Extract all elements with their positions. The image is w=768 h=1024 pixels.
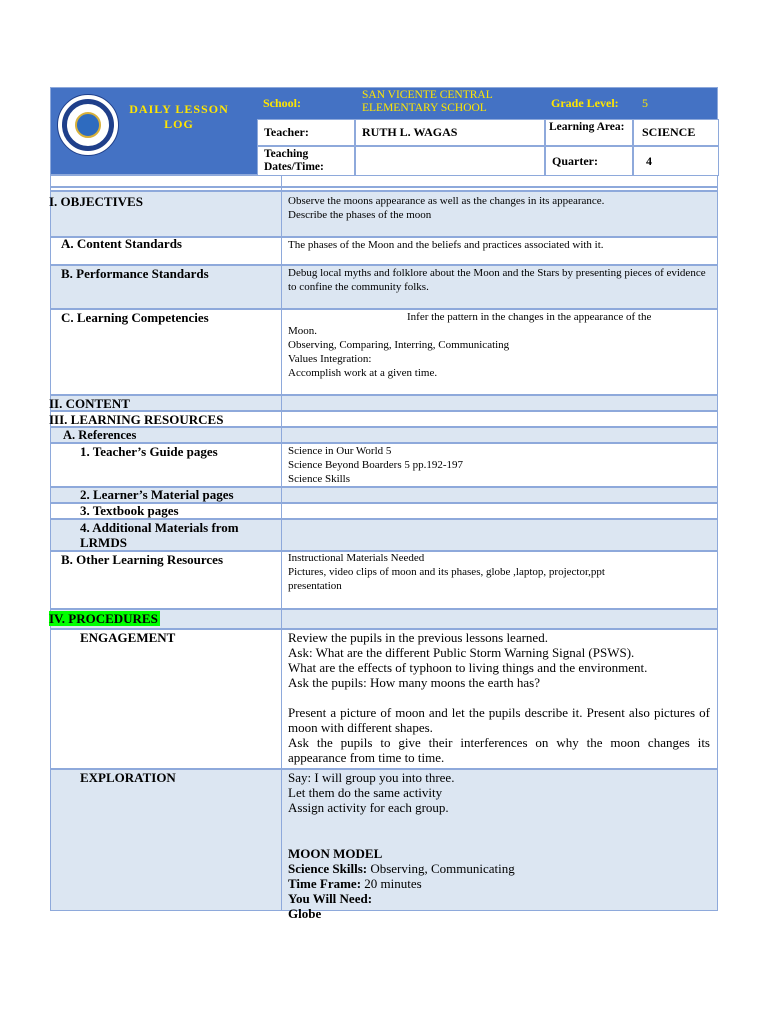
other-resources-row	[50, 551, 718, 609]
competency-line: Observing, Comparing, Interring, Communicating	[288, 339, 510, 351]
additional-materials-label-line: LRMDS	[80, 535, 127, 550]
guide-line: Science Beyond Boarders 5 pp.192-197	[288, 459, 464, 471]
guide-line: Science in Our World 5	[288, 445, 392, 457]
procedures-label: IV. PROCEDURES	[49, 611, 158, 626]
content-standards-text: The phases of the Moon and the beliefs and practices associated with it.	[288, 239, 604, 251]
exploration-text	[288, 770, 711, 921]
references-label: A. References	[63, 428, 137, 442]
teacher-label-cell	[257, 119, 355, 146]
quarter-value-cell	[633, 146, 719, 176]
performance-standards-row	[50, 265, 718, 309]
document-title: DAILY LESSON LOG	[129, 102, 229, 131]
learning-competencies-text	[288, 310, 711, 380]
resource-line: Instructional Materials Needed	[288, 552, 425, 564]
competency-line: Accomplish work at a given time.	[288, 367, 438, 379]
engagement-line: Ask the pupils: How many moons the earth has?	[288, 675, 541, 690]
performance-standards-label: B. Performance Standards	[61, 266, 209, 281]
engagement-line: What are the effects of typhoon to living things and the environment.	[288, 660, 648, 675]
textbook-label: 3. Textbook pages	[80, 503, 179, 518]
learning-resources-label: III. LEARNING RESOURCES	[49, 412, 224, 427]
learning-area-value-cell	[633, 119, 719, 146]
additional-materials-row	[50, 519, 718, 551]
deped-seal-icon	[57, 94, 119, 156]
time-frame-label: Time Frame:	[288, 876, 362, 891]
grade-level-value: 5	[642, 96, 648, 110]
engagement-label: ENGAGEMENT	[80, 630, 176, 645]
school-label: School:	[263, 96, 302, 110]
teacher-value-cell	[355, 119, 545, 146]
learning-area-label: Learning Area:	[549, 121, 625, 133]
time-frame-line	[288, 876, 711, 891]
quarter-value: 4	[646, 154, 652, 168]
science-skills-label: Science Skills:	[288, 861, 368, 876]
exploration-label: EXPLORATION	[80, 770, 176, 785]
competency-line: Values Integration:	[288, 353, 372, 365]
content-standards-row	[50, 237, 718, 265]
references-row	[50, 427, 718, 443]
teachers-guide-text	[288, 444, 711, 486]
learning-resources-row	[50, 411, 718, 427]
content-standards-label: A. Content Standards	[61, 236, 182, 251]
other-resources-label: B. Other Learning Resources	[61, 552, 224, 567]
learning-area-value: SCIENCE	[642, 125, 696, 139]
resource-line: Pictures, video clips of moon and its phases, globe ,laptop, projector,ppt	[288, 566, 605, 578]
competency-line: Moon.	[288, 325, 318, 337]
teaching-dates-label: Teaching Dates/Time:	[264, 148, 324, 173]
competency-line: Infer the pattern in the changes in the appearance of the	[407, 311, 652, 323]
teaching-dates-label-cell	[257, 146, 355, 176]
exploration-row	[50, 769, 718, 921]
science-skills-line	[288, 861, 711, 876]
material-item: Globe	[288, 906, 322, 921]
engagement-paragraph: Present a picture of moon and let the pupils describe it. Present also pictures of moon with different shapes.	[288, 705, 710, 735]
learners-material-row	[50, 487, 718, 503]
teachers-guide-label: 1. Teacher’s Guide pages	[80, 444, 218, 459]
science-skills-value: Observing, Communicating	[367, 861, 515, 876]
engagement-line: Ask: What are the different Public Storm Warning Signal (PSWS).	[288, 645, 635, 660]
engagement-text	[288, 630, 710, 765]
additional-materials-label	[80, 520, 239, 550]
exploration-line: Assign activity for each group.	[288, 800, 449, 815]
learners-material-label: 2. Learner’s Material pages	[80, 487, 234, 502]
content-row	[50, 395, 718, 411]
objectives-row	[50, 191, 718, 237]
other-resources-text	[288, 551, 711, 593]
quarter-label-cell	[545, 146, 633, 176]
objectives-text	[288, 194, 711, 222]
engagement-paragraph: Ask the pupils to give their interferences on why the moon changes its appearance from time to time.	[288, 735, 710, 765]
grade-level-label: Grade Level:	[551, 96, 619, 110]
objectives-line: Describe the phases of the moon	[288, 209, 432, 221]
you-will-need-label: You Will Need:	[288, 891, 373, 906]
quarter-label: Quarter:	[552, 154, 598, 168]
school-value: SAN VICENTE CENTRAL ELEMENTARY SCHOOL	[362, 89, 493, 114]
header-block	[50, 87, 718, 175]
time-frame-value: 20 minutes	[361, 876, 422, 891]
content-label: II. CONTENT	[49, 396, 130, 411]
performance-standards-text: Debug local myths and folklore about the Moon and the Stars by presenting pieces of evidence to confine the community folks.	[288, 267, 706, 293]
spacer-row	[50, 175, 718, 187]
teacher-label: Teacher:	[264, 125, 309, 139]
textbook-row	[50, 503, 718, 519]
learning-area-label-cell	[545, 119, 633, 146]
resource-line: presentation	[288, 580, 342, 592]
objectives-line: Observe the moons appearance as well as the changes in its appearance.	[288, 195, 605, 207]
exploration-line: Say: I will group you into three.	[288, 770, 455, 785]
objectives-label: I. OBJECTIVES	[49, 194, 143, 209]
learning-competencies-row	[50, 309, 718, 395]
engagement-row	[50, 629, 718, 769]
teacher-value: RUTH L. WAGAS	[362, 125, 458, 139]
engagement-line: Review the pupils in the previous lessons learned.	[288, 630, 548, 645]
activity-title: MOON MODEL	[288, 846, 383, 861]
teachers-guide-row	[50, 443, 718, 487]
learning-competencies-label: C. Learning Competencies	[61, 310, 209, 325]
guide-line: Science Skills	[288, 473, 351, 485]
procedures-row	[50, 609, 718, 629]
teaching-dates-value-cell	[355, 146, 545, 176]
additional-materials-label-line: 4. Additional Materials from	[80, 520, 239, 535]
exploration-line: Let them do the same activity	[288, 785, 443, 800]
